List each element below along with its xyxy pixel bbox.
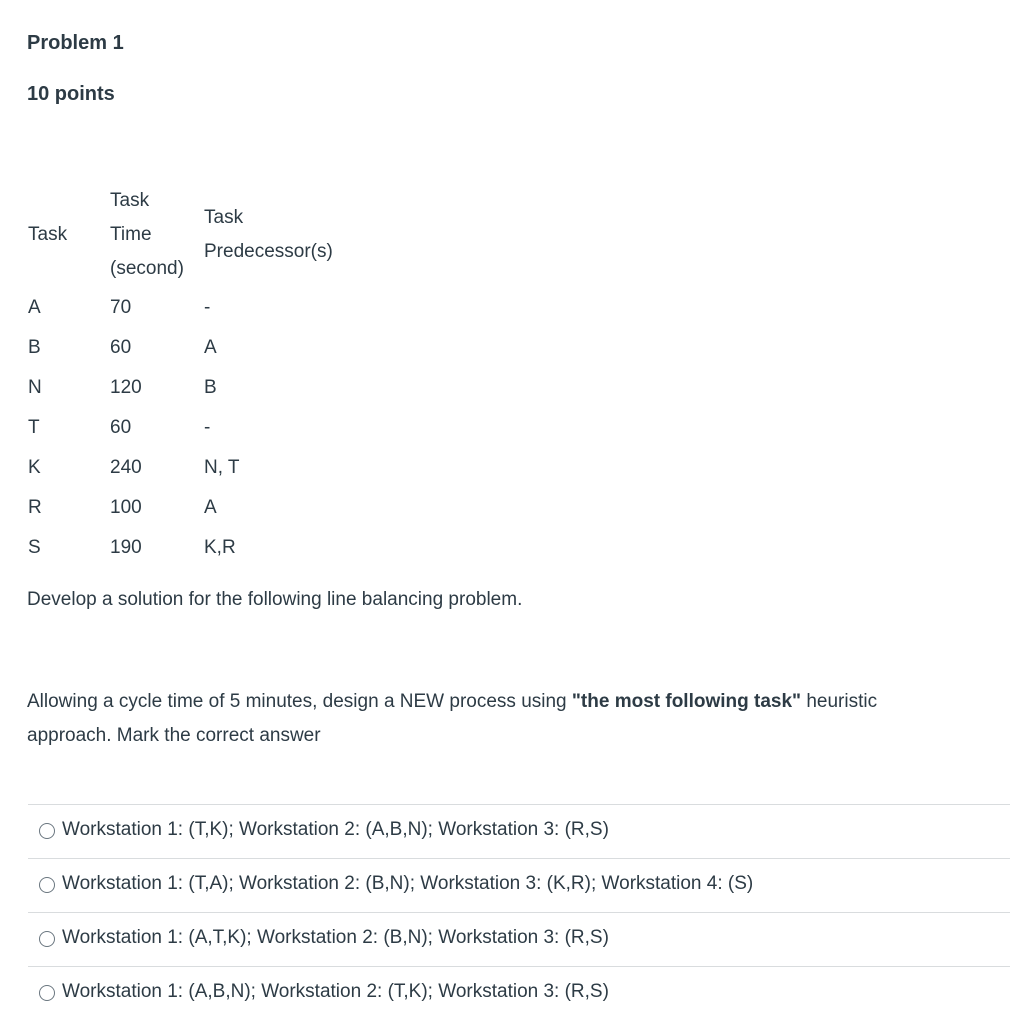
radio-button[interactable]	[39, 823, 55, 839]
cell-task: T	[28, 417, 40, 438]
answer-option[interactable]	[28, 912, 1010, 967]
cell-time: 240	[110, 457, 142, 478]
points-label: 10 points	[27, 83, 115, 105]
cell-time: 60	[110, 417, 132, 438]
cell-pred: B	[204, 377, 217, 398]
question-text-end: heuristic	[801, 691, 878, 712]
cell-task: K	[28, 457, 41, 478]
question-bold: "the most following task"	[571, 691, 802, 712]
answer-option[interactable]	[28, 858, 1010, 913]
cell-pred: A	[204, 337, 217, 358]
answer-option[interactable]	[28, 966, 1010, 1021]
question-line-1	[27, 691, 877, 713]
header-time-1: Task	[110, 190, 150, 211]
cell-time: 190	[110, 537, 142, 558]
header-time-3: (second)	[110, 258, 184, 279]
cell-pred: N, T	[204, 457, 240, 478]
cell-time: 60	[110, 337, 132, 358]
header-pred-2: Predecessor(s)	[204, 241, 333, 262]
radio-button[interactable]	[39, 877, 55, 893]
cell-task: B	[28, 337, 41, 358]
cell-task: R	[28, 497, 42, 518]
option-label[interactable]: Workstation 1: (A,T,K); Workstation 2: (B,N); Workstation 3: (R,S)	[62, 927, 609, 948]
option-label[interactable]: Workstation 1: (T,A); Workstation 2: (B,N); Workstation 3: (K,R); Workstation 4: (S)	[62, 873, 754, 894]
cell-time: 120	[110, 377, 142, 398]
cell-task: S	[28, 537, 41, 558]
intro-text: Develop a solution for the following line balancing problem.	[27, 589, 523, 610]
cell-pred: K,R	[204, 537, 236, 558]
cell-time: 70	[110, 297, 132, 318]
header-task: Task	[28, 224, 68, 245]
cell-task: N	[28, 377, 42, 398]
cell-task: A	[28, 297, 41, 318]
answer-option[interactable]	[28, 804, 1010, 859]
radio-button[interactable]	[39, 931, 55, 947]
problem-title: Problem 1	[27, 32, 124, 54]
cell-pred: -	[204, 417, 211, 438]
cell-time: 100	[110, 497, 142, 518]
option-label[interactable]: Workstation 1: (T,K); Workstation 2: (A,B,N); Workstation 3: (R,S)	[62, 819, 609, 840]
header-time-2: Time	[110, 224, 152, 245]
header-pred-1: Task	[204, 207, 244, 228]
question-line-2: approach. Mark the correct answer	[27, 725, 321, 746]
radio-button[interactable]	[39, 985, 55, 1001]
cell-pred: -	[204, 297, 211, 318]
question-text: Allowing a cycle time of 5 minutes, design a NEW process using	[27, 691, 572, 712]
option-label[interactable]: Workstation 1: (A,B,N); Workstation 2: (T,K); Workstation 3: (R,S)	[62, 981, 609, 1002]
cell-pred: A	[204, 497, 217, 518]
